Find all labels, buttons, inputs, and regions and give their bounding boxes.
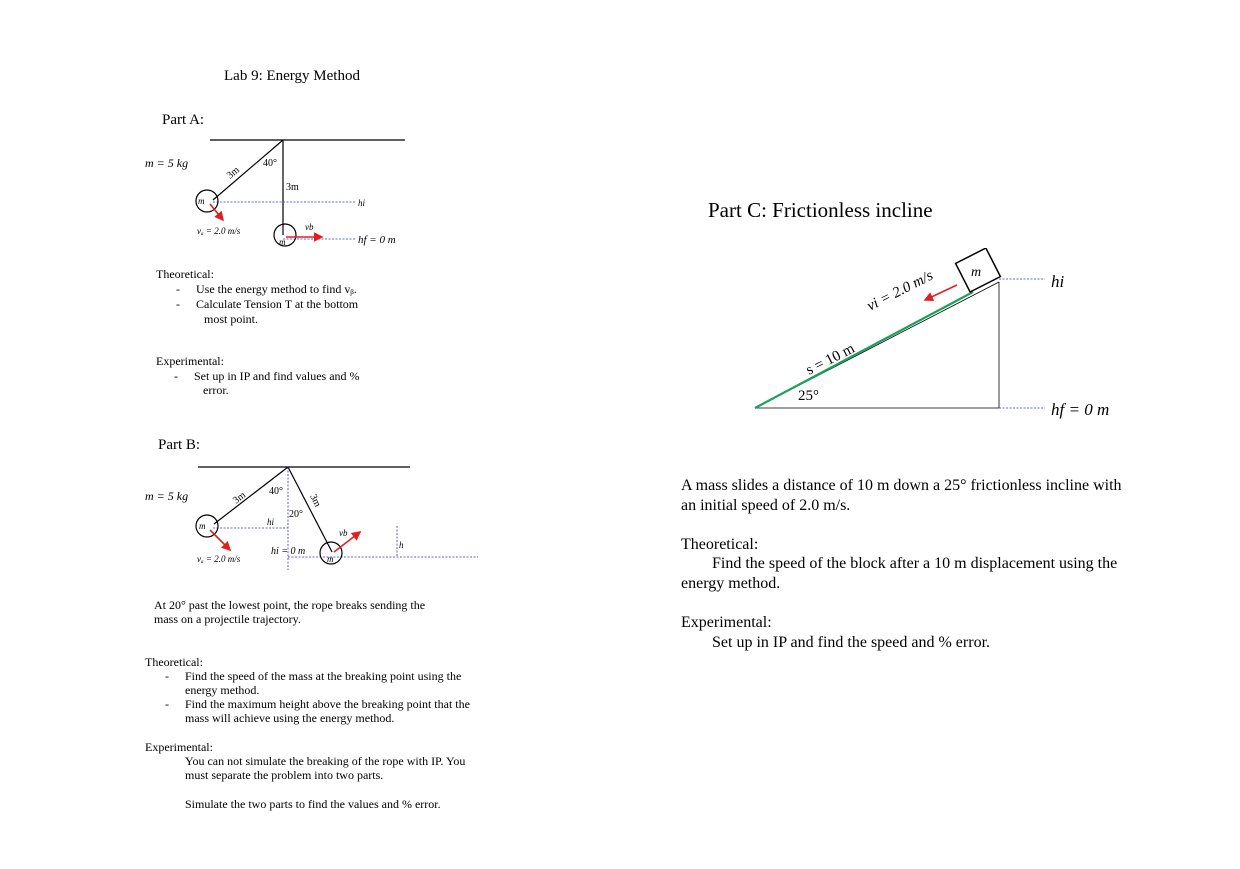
part-a-exp-item-cont: error.: [203, 383, 229, 397]
rope-length-label: 3m: [231, 489, 248, 507]
angle-top-label: 40°: [269, 486, 283, 497]
angle-label: 25°: [798, 388, 819, 404]
lab-title: Lab 9: Energy Method: [224, 68, 360, 84]
part-a-theory-bullet-1: -: [176, 282, 180, 296]
rope-length-label: 3m: [224, 164, 242, 182]
rope-length-2-label: 3m: [307, 492, 323, 509]
angle-label: 40°: [263, 158, 277, 169]
hi-label: hi: [358, 198, 366, 208]
va-label: vₐ = 2.0 m/s: [197, 226, 241, 236]
vb-label: vb: [339, 528, 348, 538]
part-b-exp-final-line: Simulate the two parts to find the values and % error.: [185, 797, 441, 811]
part-b-theory-item-2: Find the maximum height above the breaking point that the: [185, 697, 470, 711]
vb-label: vb: [305, 222, 314, 232]
part-c-theory-line-2: energy method.: [681, 575, 781, 592]
part-c-desc-line-1: A mass slides a distance of 10 m down a 25° frictionless incline with: [681, 477, 1122, 494]
mass-symbol: m: [971, 265, 982, 280]
part-c-desc-line-2: an initial speed of 2.0 m/s.: [681, 497, 851, 514]
part-a-theory-item-2-cont: most point.: [204, 312, 259, 326]
part-b-theory-item-1: Find the speed of the mass at the breaking point using the: [185, 669, 462, 683]
part-c-experimental-heading: Experimental:: [681, 614, 772, 631]
part-b-exp-line-2: must separate the problem into two parts.: [185, 768, 384, 782]
part-a-theory-bullet-2: -: [176, 297, 180, 311]
part-c-theoretical-heading: Theoretical:: [681, 536, 759, 553]
part-b-desc-line-2: mass on a projectile trajectory.: [154, 612, 301, 626]
part-c-theory-line-1: Find the speed of the block after a 10 m displacement using the: [712, 555, 1118, 572]
distance-label: s = 10 m: [803, 340, 858, 379]
part-a-diagram: [140, 130, 420, 255]
hi-label: hi: [267, 517, 275, 527]
part-a-theory-item-1: Use the energy method to find vᵦ.: [196, 282, 357, 296]
part-b-heading: Part B:: [158, 437, 201, 453]
part-c-exp-line: Set up in IP and find the speed and % error.: [712, 634, 991, 651]
part-a-theory-item-2: Calculate Tension T at the bottom: [196, 297, 359, 311]
part-b-exp-line-1: You can not simulate the breaking of the rope with IP. You: [185, 754, 466, 768]
part-b-diagram: [140, 458, 485, 578]
part-b-theory-item-1-cont: energy method.: [185, 683, 260, 697]
velocity-arrow: [925, 285, 957, 300]
part-b-mass-label: m = 5 kg: [145, 489, 189, 503]
angle-break-label: 20°: [289, 509, 303, 520]
hf-label: hf = 0 m: [1051, 400, 1110, 419]
va-label: vₐ = 2.0 m/s: [197, 554, 241, 564]
mass-symbol-start: m: [199, 521, 206, 531]
part-b-theory-bullet-1: -: [165, 669, 169, 683]
part-b-theory-item-2-cont: mass will achieve using the energy method.: [185, 711, 395, 725]
mass-symbol-start: m: [198, 196, 205, 206]
part-a-mass-label: m = 5 kg: [145, 156, 189, 170]
mass-symbol-break: m: [327, 554, 334, 564]
hf-label: hf = 0 m: [358, 234, 396, 246]
part-a-exp-bullet: -: [174, 369, 178, 383]
velocity-label: vi = 2.0 m/s: [864, 267, 936, 315]
part-b-experimental-heading: Experimental:: [145, 740, 213, 754]
part-a-exp-item: Set up in IP and find values and %: [194, 369, 360, 383]
vertical-length-label: 3m: [286, 182, 299, 193]
va-arrow: [210, 530, 230, 550]
hi-label: hi: [1051, 272, 1065, 291]
part-b-theory-bullet-2: -: [165, 697, 169, 711]
part-c-heading: Part C: Frictionless incline: [708, 198, 933, 222]
incline-path: [755, 292, 973, 408]
h-label: h: [399, 540, 404, 550]
part-a-theoretical-heading: Theoretical:: [156, 267, 214, 281]
part-b-desc-line-1: At 20° past the lowest point, the rope breaks sending the: [154, 598, 426, 612]
part-a-heading: Part A:: [162, 112, 205, 128]
rope-line: [213, 140, 283, 200]
part-c-diagram: [745, 248, 1125, 428]
part-b-theoretical-heading: Theoretical:: [145, 655, 203, 669]
hf-label: hi = 0 m: [271, 546, 306, 557]
mass-symbol-bottom: m: [279, 237, 286, 247]
part-a-experimental-heading: Experimental:: [156, 354, 224, 368]
